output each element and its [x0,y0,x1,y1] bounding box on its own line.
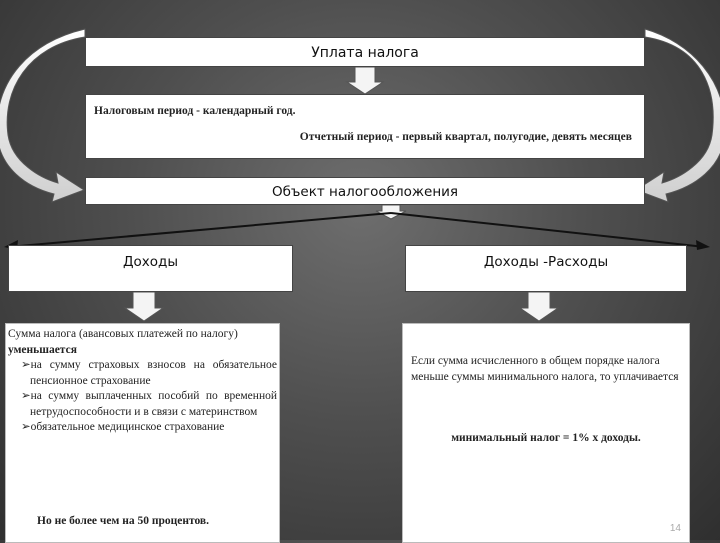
left-footer: Но не более чем на 50 процентов. [37,515,210,527]
arrow-bullet-icon: ➢ [21,359,31,371]
down-arrow-2 [376,205,406,219]
left-content-text [8,327,277,436]
left-bullet-text-3: обязательное медицинское страхование [30,421,225,433]
page-number: 14 [669,523,681,534]
diagonal-line-left [8,213,391,247]
left-bullet-1 [8,358,277,389]
right-content-text: Если сумма исчисленного в общем порядке налога меньше суммы минимального налога, то уплачивается [411,355,679,383]
diagonal-line-right [391,213,705,247]
left-bullet-2 [8,389,277,420]
object-box [85,177,645,205]
right-curved-arrow [636,29,720,202]
income-expense-label: Доходы -Расходы [483,254,609,270]
income-expense-box [405,245,687,292]
income-label: Доходы [122,254,179,270]
title-box [85,37,645,67]
left-bullet-text-1: на сумму страховых взносов на обязательное пенсионное страхование [30,359,277,387]
arrow-bullet-icon: ➢ [21,421,31,433]
left-intro: Сумма налога (авансовых платежей по налогу) [8,328,238,340]
tax-period-text: Налоговым период - календарный год. [94,105,296,117]
income-box [8,245,293,292]
left-bullet-text-2: на сумму выплаченных пособий по временной нетрудоспособности и в связи с материнством [30,390,277,418]
down-arrow-1 [347,67,383,94]
down-arrow-right [520,292,558,321]
down-arrow-left [125,292,163,321]
left-curved-arrow [0,29,85,202]
right-formula: минимальный налог = 1% х доходы. [451,432,641,444]
left-content-box [5,323,280,543]
report-period-text: Отчетный период - первый квартал, полугодие, девять месяцев [299,131,632,143]
arrow-bullet-icon: ➢ [21,390,31,402]
left-reduced: уменьшается [8,343,77,356]
left-bullet-3 [8,420,277,436]
diagonal-arrowhead-right [696,240,710,250]
period-box [85,94,645,159]
object-label: Объект налогообложения [271,184,459,200]
diagram-title: Уплата налога [311,45,419,61]
right-content-box [402,323,690,543]
